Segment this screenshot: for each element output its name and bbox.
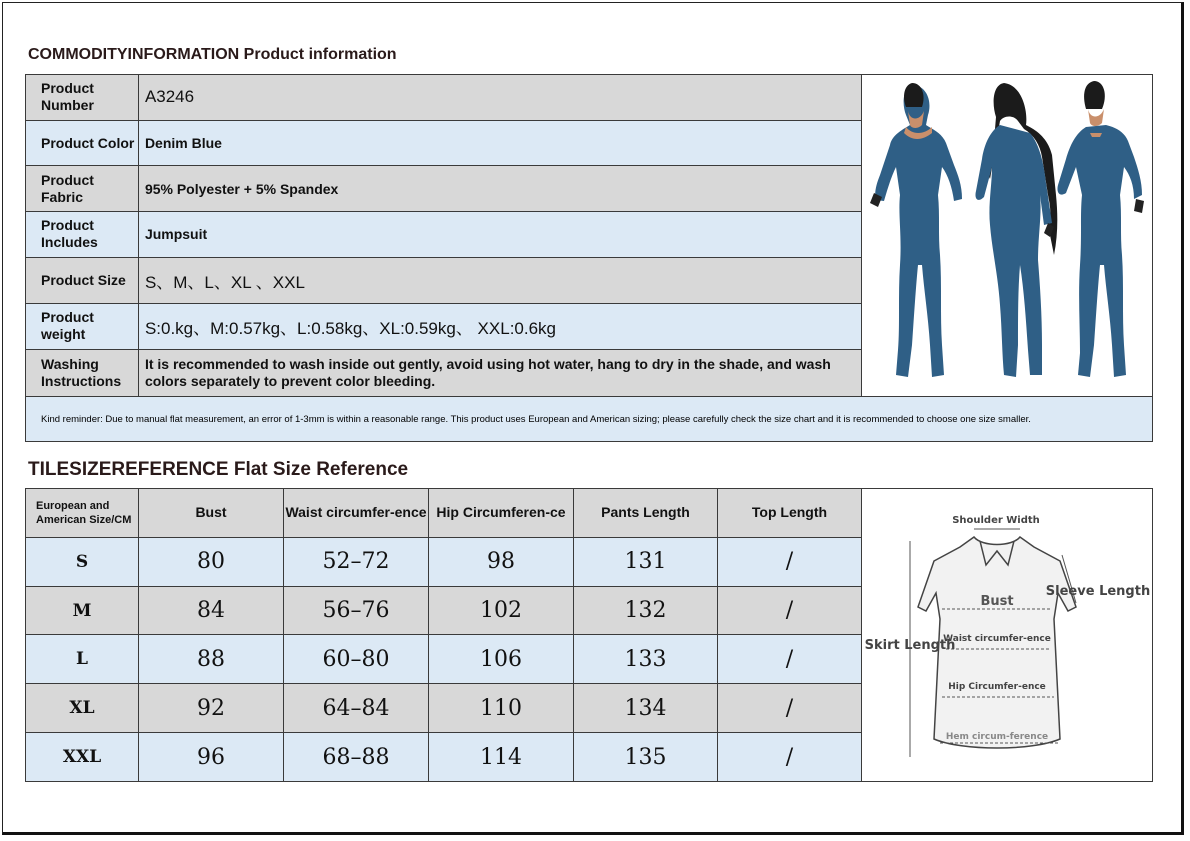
info-row-reminder — [26, 397, 1153, 442]
header-top-length: Top Length — [718, 489, 862, 538]
garment-diagram — [862, 489, 1152, 777]
label-product-color: Product Color — [26, 120, 139, 166]
header-pants-length: Pants Length — [574, 489, 718, 538]
header-waist: Waist circumfer-ence — [284, 489, 429, 538]
header-hip: Hip Circumferen-ce — [429, 489, 574, 538]
cell-bust: 88 — [139, 635, 284, 684]
cell-top-length: / — [718, 733, 862, 782]
product-photo — [861, 75, 1152, 397]
cell-waist: 56–76 — [284, 586, 429, 635]
cell-size: XL — [26, 684, 139, 733]
cell-pants-length: 134 — [574, 684, 718, 733]
cell-waist: 68–88 — [284, 733, 429, 782]
cell-size: XXL — [26, 733, 139, 782]
value-product-size: S、M、L、XL 、XXL — [138, 257, 861, 303]
value-product-color: Denim Blue — [138, 120, 861, 166]
section-title-product-info: COMMODITYINFORMATION Product information — [28, 46, 397, 63]
kind-reminder-text: Kind reminder: Due to manual flat measurement, an error of 1-3mm is within a reasonable range. This product uses European and American sizing; please carefully check the size chart and it is recommended to choose one size smaller. — [26, 397, 1153, 442]
cell-waist: 64–84 — [284, 684, 429, 733]
cell-pants-length: 133 — [574, 635, 718, 684]
value-product-includes: Jumpsuit — [138, 212, 861, 258]
section-title-size-reference: TILESIZEREFERENCE Flat Size Reference — [28, 459, 409, 480]
cell-size: S — [26, 537, 139, 586]
label-bust: Bust — [980, 594, 1014, 609]
size-chart-table — [25, 488, 1153, 782]
cell-top-length: / — [718, 635, 862, 684]
label-product-number: Product Number — [26, 75, 139, 121]
cell-hip: 102 — [429, 586, 574, 635]
cell-size: M — [26, 586, 139, 635]
label-waist: Waist circumfer-ence — [943, 634, 1051, 644]
cell-hip: 106 — [429, 635, 574, 684]
cell-size: L — [26, 635, 139, 684]
label-washing-instructions: Washing Instructions — [26, 350, 139, 397]
size-table-header — [26, 489, 1153, 538]
cell-top-length: / — [718, 684, 862, 733]
label-product-includes: Product Includes — [26, 212, 139, 258]
cell-top-length: / — [718, 537, 862, 586]
label-hem: Hem circum-ference — [945, 732, 1049, 742]
model-photo-image — [862, 75, 1152, 391]
value-product-weight: S:0.kg、M:0.57kg、L:0.58kg、XL:0.59kg、 XXL:0.6kg — [138, 303, 861, 350]
cell-pants-length: 131 — [574, 537, 718, 586]
cell-hip: 98 — [429, 537, 574, 586]
cell-waist: 52–72 — [284, 537, 429, 586]
cell-bust: 80 — [139, 537, 284, 586]
header-bust: Bust — [139, 489, 284, 538]
cell-top-length: / — [718, 586, 862, 635]
label-shoulder-width: Shoulder Width — [952, 515, 1040, 526]
cell-hip: 110 — [429, 684, 574, 733]
value-product-number: A3246 — [138, 75, 861, 121]
label-hip: Hip Circumfer-ence — [948, 682, 1046, 692]
cell-waist: 60–80 — [284, 635, 429, 684]
cell-pants-length: 135 — [574, 733, 718, 782]
cell-bust: 96 — [139, 733, 284, 782]
info-row-number — [26, 75, 1153, 121]
label-skirt-length: Skirt Length — [864, 638, 956, 653]
label-product-fabric: Product Fabric — [26, 166, 139, 212]
label-sleeve-length: Sleeve Length — [1045, 584, 1151, 599]
header-size-unit: European and American Size/CM — [26, 489, 139, 538]
value-product-fabric: 95% Polyester + 5% Spandex — [138, 166, 861, 212]
cell-bust: 92 — [139, 684, 284, 733]
label-product-size: Product Size — [26, 257, 139, 303]
cell-hip: 114 — [429, 733, 574, 782]
cell-bust: 84 — [139, 586, 284, 635]
value-washing-instructions: It is recommended to wash inside out gently, avoid using hot water, hang to dry in the shade, and wash colors separately to prevent color bleeding. — [138, 350, 861, 397]
label-product-weight: Product weight — [26, 303, 139, 350]
product-info-table — [25, 74, 1153, 442]
measurement-diagram — [862, 489, 1153, 782]
cell-pants-length: 132 — [574, 586, 718, 635]
